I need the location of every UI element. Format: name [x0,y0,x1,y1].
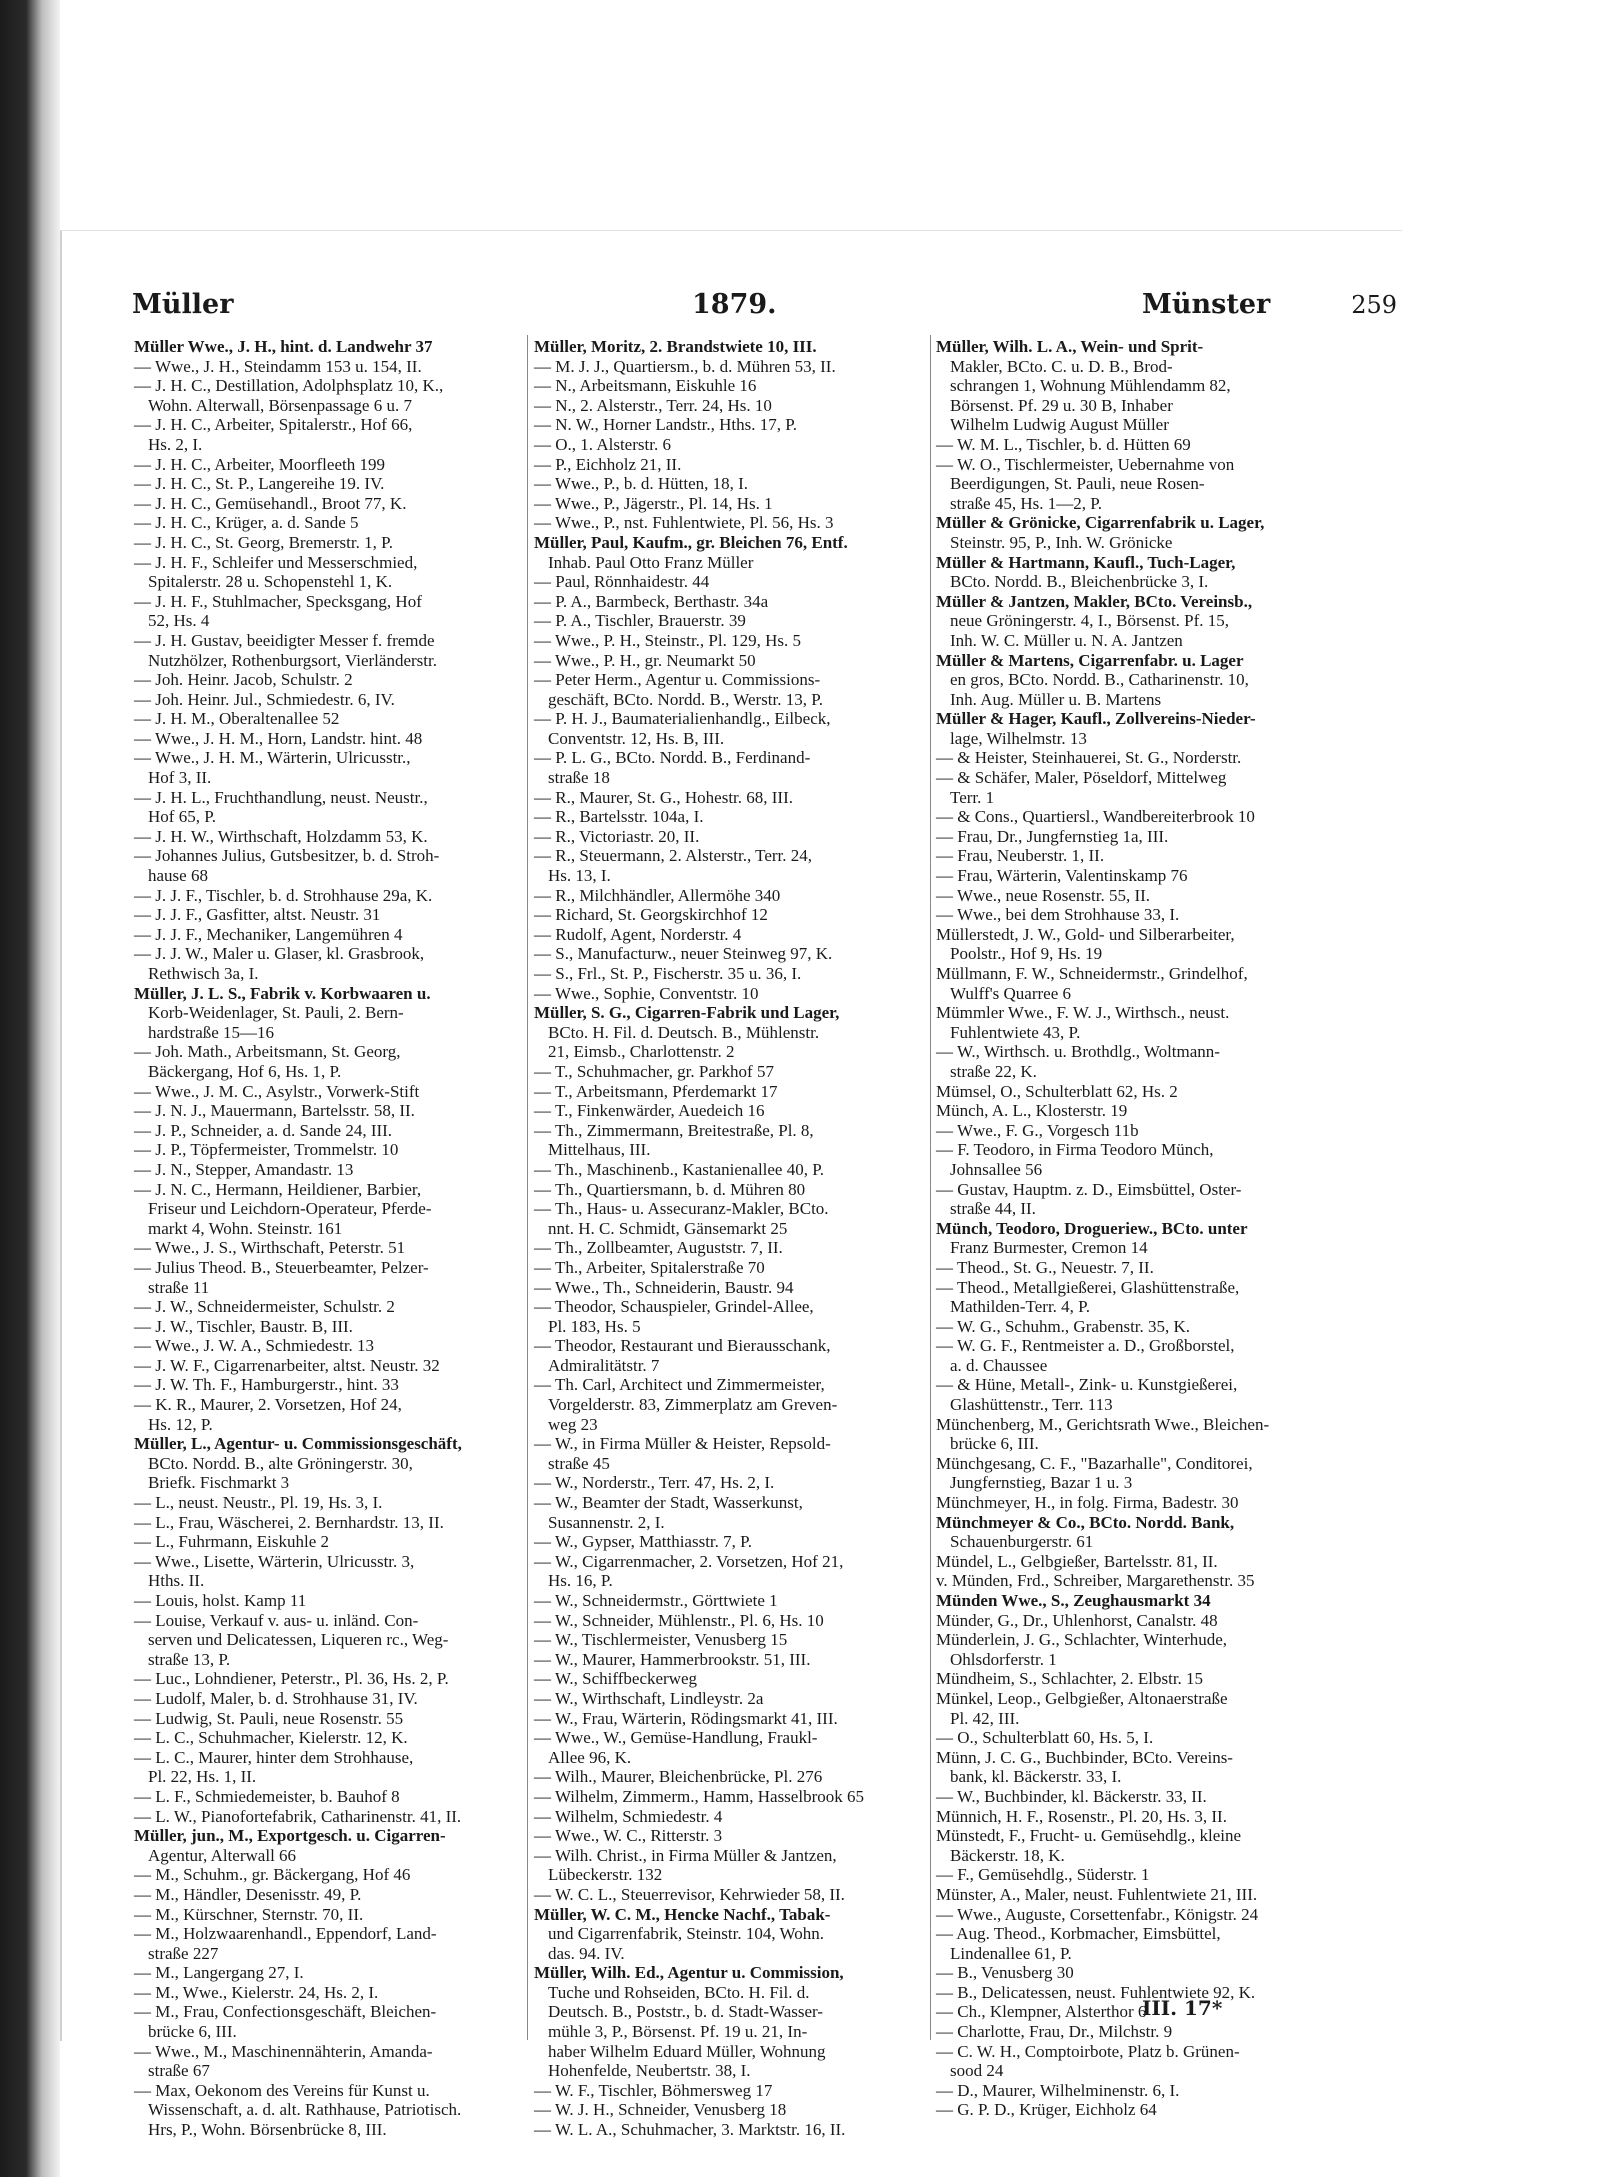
directory-entry: — Wwe., neue Rosenstr. 55, II. [936,885,1151,905]
directory-entry: Müller, S. G., Cigarren-Fabrik und Lager, [534,1003,840,1023]
directory-entry: — J. H. C., Krüger, a. d. Sande 5 [134,513,359,533]
directory-entry: Müller, J. L. S., Fabrik v. Korbwaaren u. [134,983,431,1003]
directory-entry: — J. H. C., Arbeiter, Spitalerstr., Hof 66, [134,415,413,435]
directory-entry: — R., Bartelsstr. 104a, I. [534,807,704,827]
entry-continuation: a. d. Chaussee [950,1355,1048,1375]
directory-entry: Müllmann, F. W., Schneidermstr., Grindelhof, [936,964,1248,983]
directory-entry: — Charlotte, Frau, Dr., Milchstr. 9 [936,2022,1173,2042]
directory-column-3 [936,337,1401,2120]
entry-continuation: Vorgelderstr. 83, Zimmerplatz am Greven- [548,1395,838,1415]
directory-entry: — K. R., Maurer, 2. Vorsetzen, Hof 24, [134,1395,402,1415]
directory-entry: — J. P., Töpfermeister, Trommelstr. 10 [134,1140,399,1160]
directory-entry: — N. W., Horner Landstr., Hths. 17, P. [534,415,798,435]
directory-entry: — Th., Maschinenb., Kastanienallee 40, P. [534,1159,825,1179]
directory-entry: — W., Tischlermeister, Venusberg 15 [534,1630,788,1650]
directory-entry: — J. H. F., Stuhlmacher, Specksgang, Hof [134,591,422,611]
directory-entry: — O., 1. Alsterstr. 6 [534,434,671,454]
directory-entry: — Wwe., J. H., Steindamm 153 u. 154, II. [134,356,422,376]
entry-continuation: mühle 3, P., Börsenst. Pf. 19 u. 21, In- [548,2022,808,2042]
directory-entry: — W. F., Tischler, Böhmersweg 17 [534,2080,773,2100]
entry-continuation: Steinstr. 95, P., Inh. W. Grönicke [950,532,1173,552]
directory-entry: — F., Gemüsehdlg., Süderstr. 1 [936,1865,1150,1885]
directory-entry: Mümmler Wwe., F. W. J., Wirthsch., neust. [936,1003,1230,1023]
directory-entry: — Wilh., Maurer, Bleichenbrücke, Pl. 276 [534,1767,823,1787]
directory-entry: — Wwe., J. H. M., Horn, Landstr. hint. 48 [134,728,423,748]
directory-entry: — Max, Oekonom des Vereins für Kunst u. [134,2080,430,2100]
directory-entry: Münster, A., Maler, neust. Fuhlentwiete 21, III. [936,1884,1258,1904]
directory-entry: Münderlein, J. G., Schlachter, Winterhude, [936,1630,1228,1650]
entry-continuation: Inh. W. C. Müller u. N. A. Jantzen [950,630,1183,650]
directory-entry: — M. J. J., Quartiersm., b. d. Mühren 53, II. [534,356,836,376]
entry-continuation: BCto. Nordd. B., alte Gröningerstr. 30, [148,1453,413,1473]
entry-continuation: Makler, BCto. C. u. D. B., Brod- [950,356,1173,376]
directory-entry: — F. Teodoro, in Firma Teodoro Münch, [936,1140,1214,1160]
directory-entry: — J. W., Tischler, Baustr. B, III. [134,1316,353,1336]
directory-entry: Müller, Wilh. Ed., Agentur u. Commission, [534,1963,844,1983]
directory-entry: — Wwe., W. C., Ritterstr. 3 [534,1826,723,1846]
directory-entry: — P., Eichholz 21, II. [534,454,682,474]
entry-continuation: en gros, BCto. Nordd. B., Catharinenstr. 10, [950,670,1249,690]
directory-entry: Münch, A. L., Klosterstr. 19 [936,1101,1128,1121]
directory-entry: — L. C., Maurer, hinter dem Strohhause, [134,1747,414,1767]
directory-entry: Müller & Hartmann, Kaufl., Tuch-Lager, [936,552,1236,572]
directory-entry: — J. H. F., Schleifer und Messerschmied, [134,552,418,572]
directory-entry: — R., Maurer, St. G., Hohestr. 68, III. [534,787,794,807]
entry-continuation: Mittelhaus, III. [548,1140,651,1160]
directory-entry: — L. W., Pianofortefabrik, Catharinenstr. 41, II. [134,1806,462,1826]
entry-continuation: straße 45 [548,1453,610,1473]
directory-entry: Müller, jun., M., Exportgesch. u. Cigarren- [134,1826,446,1846]
directory-entry: — Frau, Dr., Jungfernstieg 1a, III. [936,826,1169,846]
entry-continuation: Wohn. Alterwall, Börsenpassage 6 u. 7 [148,395,412,415]
header-right-catchword: Münster [1142,289,1271,320]
entry-continuation: bank, kl. Bäckerstr. 33, I. [950,1767,1122,1787]
entry-continuation: Pl. 183, Hs. 5 [548,1316,641,1336]
directory-entry: — Ch., Klempner, Alsterthor 6 [936,2002,1147,2022]
directory-entry: — W., Beamter der Stadt, Wasserkunst, [534,1493,803,1513]
directory-entry: — J. H. C., Gemüsehandl., Broot 77, K. [134,493,407,513]
directory-entry: — Ludwig, St. Pauli, neue Rosenstr. 55 [134,1708,404,1728]
directory-entry: — W., Maurer, Hammerbrookstr. 51, III. [534,1649,811,1669]
directory-entry: — Ludolf, Maler, b. d. Strohhause 31, IV. [134,1688,418,1708]
directory-entry: — L. C., Schuhmacher, Kielerstr. 12, K. [134,1728,408,1748]
directory-entry: — J. N., Stepper, Amandastr. 13 [134,1159,354,1179]
directory-entry: — B., Venusberg 30 [936,1963,1074,1983]
entry-continuation: Deutsch. B., Poststr., b. d. Stadt-Wasser- [548,2002,823,2022]
directory-entry: — W., in Firma Müller & Heister, Repsold- [534,1434,831,1454]
directory-entry: — Wwe., J. S., Wirthschaft, Peterstr. 51 [134,1238,406,1258]
entry-continuation: straße 22, K. [950,1061,1037,1081]
directory-entry: — Joh. Math., Arbeitsmann, St. Georg, [134,1042,401,1062]
directory-entry: — W. L. A., Schuhmacher, 3. Marktstr. 16, II. [534,2120,846,2140]
directory-entry: — Paul, Rönnhaidestr. 44 [534,572,710,592]
directory-entry: — Joh. Heinr. Jul., Schmiedestr. 6, IV. [134,689,395,709]
directory-entry: — Wwe., P., nst. Fuhlentwiete, Pl. 56, Hs. 3 [534,513,834,533]
entry-continuation: Korb-Weidenlager, St. Pauli, 2. Bern- [148,1003,404,1023]
entry-continuation: Pl. 42, III. [950,1708,1020,1728]
directory-entry: — Theod., St. G., Neuestr. 7, II. [936,1257,1154,1277]
directory-entry: — L., Fuhrmann, Eiskuhle 2 [134,1532,330,1552]
directory-entry: Münchmeyer & Co., BCto. Nordd. Bank, [936,1512,1235,1532]
directory-entry: — Th., Haus- u. Assecuranz-Makler, BCto. [534,1199,829,1219]
entry-continuation: BCto. Nordd. B., Bleichenbrücke 3, I. [950,572,1209,592]
directory-entry: Münden Wwe., S., Zeughausmarkt 34 [936,1591,1211,1610]
directory-entry: — & Heister, Steinhauerei, St. G., Norderstr. [936,748,1242,768]
entry-continuation: hause 68 [148,866,208,886]
entry-continuation: Schauenburgerstr. 61 [950,1532,1094,1552]
running-header [132,289,1397,329]
entry-continuation: Friseur und Leichdorn-Operateur, Pferde- [148,1199,432,1219]
directory-entry: — Wwe., P. H., gr. Neumarkt 50 [534,650,756,670]
directory-entry: — Theodor, Restaurant und Bierausschank, [534,1336,831,1356]
entry-continuation: Wissenschaft, a. d. alt. Rathhause, Patriotisch. [148,2100,462,2120]
directory-entry: Münchmeyer, H., in folg. Firma, Badestr. 30 [936,1493,1239,1513]
entry-continuation: Hs. 13, I. [548,866,611,886]
header-left-catchword: Müller [132,289,234,320]
entry-continuation: neue Gröningerstr. 4, I., Börsenst. Pf. 15, [950,611,1230,631]
directory-entry: Müller & Hager, Kaufl., Zollvereins-Nieder- [936,709,1256,729]
directory-entry: — W., Norderstr., Terr. 47, Hs. 2, I. [534,1473,775,1493]
directory-entry: — J. N. C., Hermann, Heildiener, Barbier, [134,1179,422,1199]
directory-entry: — Frau, Wärterin, Valentinskamp 76 [936,866,1188,886]
directory-entry: Münder, G., Dr., Uhlenhorst, Canalstr. 48 [936,1610,1218,1630]
directory-entry: Mümsel, O., Schulterblatt 62, Hs. 2 [936,1081,1178,1101]
directory-entry: — M., Händler, Desenisstr. 49, P. [134,1884,362,1904]
directory-entry: — Wilhelm, Zimmerm., Hamm, Hasselbrook 65 [534,1786,864,1806]
directory-entry: — J. N. J., Mauermann, Bartelsstr. 58, II. [134,1101,415,1121]
directory-entry: — P. A., Tischler, Brauerstr. 39 [534,611,746,631]
directory-entry: — W., Schiffbeckerweg [534,1669,698,1689]
directory-entry: — Frau, Neuberstr. 1, II. [936,846,1105,866]
directory-entry: — Wwe., Th., Schneiderin, Baustr. 94 [534,1277,794,1297]
directory-entry: — P. L. G., BCto. Nordd. B., Ferdinand- [534,748,811,768]
entry-continuation: Fuhlentwiete 43, P. [950,1022,1081,1042]
directory-entry: — Wwe., Auguste, Corsettenfabr., Königstr. 24 [936,1904,1259,1924]
entry-continuation: brücke 6, III. [950,1434,1039,1454]
directory-entry: — Wwe., J. H. M., Wärterin, Ulricusstr., [134,748,411,768]
entry-continuation: Börsenst. Pf. 29 u. 30 B, Inhaber [950,395,1173,415]
directory-entry: — R., Milchhändler, Allermöhe 340 [534,885,781,905]
entry-continuation: Rethwisch 3a, I. [148,964,259,983]
entry-continuation: und Cigarrenfabrik, Steinstr. 104, Wohn. [548,1924,824,1944]
directory-entry: — J. H. C., Destillation, Adolphsplatz 10, K., [134,376,444,396]
entry-continuation: Inhab. Paul Otto Franz Müller [548,552,754,572]
directory-entry: — Wwe., F. G., Vorgesch 11b [936,1120,1139,1140]
entry-continuation: brücke 6, III. [148,2022,237,2042]
entry-continuation: geschäft, BCto. Nordd. B., Werstr. 13, P. [548,689,824,709]
entry-continuation: Mathilden-Terr. 4, P. [950,1297,1090,1317]
directory-entry: Müller, Paul, Kaufm., gr. Bleichen 76, Entf. [534,532,848,552]
entry-continuation: 21, Eimsb., Charlottenstr. 2 [548,1042,735,1062]
directory-entry: — W., Wirthsch. u. Brothdlg., Woltmann- [936,1042,1220,1062]
directory-entry: — O., Schulterblatt 60, Hs. 5, I. [936,1728,1154,1748]
directory-entry: — L., Frau, Wäscherei, 2. Bernhardstr. 13, II. [134,1512,444,1532]
book-gutter-edge [0,0,60,2177]
directory-entry: — P. A., Barmbeck, Berthastr. 34a [534,591,769,611]
directory-entry: — W. M. L., Tischler, b. d. Hütten 69 [936,434,1191,454]
directory-entry: — M., Schuhm., gr. Bäckergang, Hof 46 [134,1865,411,1885]
entry-continuation: Beerdigungen, St. Pauli, neue Rosen- [950,474,1205,494]
directory-entry: — J. H. C., St. Georg, Bremerstr. 1, P. [134,532,393,552]
entry-continuation: nnt. H. C. Schmidt, Gänsemarkt 25 [548,1218,788,1238]
entry-continuation: Glashüttenstr., Terr. 113 [950,1395,1113,1415]
directory-entry: — N., 2. Alsterstr., Terr. 24, Hs. 10 [534,395,772,415]
entry-continuation: Hs. 2, I. [148,434,203,454]
directory-page [60,230,1402,2140]
directory-column-2 [534,337,949,2140]
directory-entry: — M., Holzwaarenhandl., Eppendorf, Land- [134,1924,437,1944]
directory-entry: — S., Frl., St. P., Fischerstr. 35 u. 36, I. [534,964,802,983]
entry-continuation: Franz Burmester, Cremon 14 [950,1238,1148,1258]
directory-entry: — J. P., Schneider, a. d. Sande 24, III. [134,1120,393,1140]
directory-entry: Münstedt, F., Frucht- u. Gemüsehdlg., kleine [936,1826,1242,1846]
directory-entry: — Wwe., J. M. C., Asylstr., Vorwerk-Stift [134,1081,420,1101]
entry-continuation: Hof 3, II. [148,768,212,788]
directory-entry: — Th. Carl, Architect und Zimmermeister, [534,1375,825,1395]
entry-continuation: Hs. 16, P. [548,1571,613,1591]
directory-entry: — B., Delicatessen, neust. Fuhlentwiete 92, K. [936,1982,1256,2002]
entry-continuation: Agentur, Alterwall 66 [148,1845,297,1865]
directory-entry: — R., Steuermann, 2. Alsterstr., Terr. 24, [534,846,813,866]
entry-continuation: Hof 65, P. [148,807,217,827]
directory-entry: v. Münden, Frd., Schreiber, Margarethenstr. 35 [936,1571,1255,1591]
directory-entry: Münchenberg, M., Gerichtsrath Wwe., Bleichen- [936,1414,1270,1434]
entry-continuation: schrangen 1, Wohnung Mühlendamm 82, [950,376,1231,396]
directory-entry: — & Schäfer, Maler, Pöseldorf, Mittelweg [936,768,1227,788]
directory-entry: — W. J. H., Schneider, Venusberg 18 [534,2100,787,2120]
entry-continuation: Nutzhölzer, Rothenburgsort, Vierländerstr. [148,650,437,670]
directory-entry: — L. F., Schmiedemeister, b. Bauhof 8 [134,1786,400,1806]
page-number: 259 [1351,291,1397,319]
entry-continuation: Briefk. Fischmarkt 3 [148,1473,290,1493]
directory-entry: Müller & Jantzen, Makler, BCto. Vereinsb., [936,591,1253,611]
entry-continuation: Wilhelm Ludwig August Müller [950,415,1169,435]
directory-entry: — W., Schneider, Mühlenstr., Pl. 6, Hs. 10 [534,1610,824,1630]
entry-continuation: straße 11 [148,1277,210,1297]
directory-entry: — Wwe., J. W. A., Schmiedestr. 13 [134,1336,375,1356]
directory-entry: — N., Arbeitsmann, Eiskuhle 16 [534,376,757,396]
directory-entry: — J. H. C., St. P., Langereihe 19. IV. [134,474,385,494]
entry-continuation: straße 44, II. [950,1199,1036,1219]
directory-entry: — Rudolf, Agent, Norderstr. 4 [534,924,742,944]
entry-continuation: haber Wilhelm Eduard Müller, Wohnung [548,2041,826,2061]
directory-entry: — J. H. W., Wirthschaft, Holzdamm 53, K. [134,826,428,846]
directory-entry: Müller, Moritz, 2. Brandstwiete 10, III. [534,337,817,356]
entry-continuation: Bäckergang, Hof 6, Hs. 1, P. [148,1061,342,1081]
directory-entry: — J. J. F., Mechaniker, Langemühren 4 [134,924,403,944]
entry-continuation: Lübeckerstr. 132 [548,1865,663,1885]
entry-continuation: Bäckerstr. 18, K. [950,1845,1065,1865]
directory-entry: — W., Wirthschaft, Lindleystr. 2a [534,1688,764,1708]
directory-entry: — M., Wwe., Kielerstr. 24, Hs. 2, I. [134,1982,379,2002]
directory-entry: Mündel, L., Gelbgießer, Bartelsstr. 81, II. [936,1551,1218,1571]
directory-entry: — J. H. Gustav, beeidigter Messer f. fremde [134,630,435,650]
directory-entry: — M., Frau, Confectionsgeschäft, Bleichen- [134,2002,437,2022]
entry-continuation: Johnsallee 56 [950,1159,1043,1179]
entry-continuation: lage, Wilhelmstr. 13 [950,728,1087,748]
entry-continuation: Jungfernstieg, Bazar 1 u. 3 [950,1473,1133,1493]
directory-entry: — Aug. Theod., Korbmacher, Eimsbüttel, [936,1924,1221,1944]
directory-entry: — Th., Quartiersmann, b. d. Mühren 80 [534,1179,806,1199]
directory-entry: — T., Schuhmacher, gr. Parkhof 57 [534,1061,774,1081]
directory-entry: — Theodor, Schauspieler, Grindel-Allee, [534,1297,814,1317]
directory-entry: Mündheim, S., Schlachter, 2. Elbstr. 15 [936,1669,1204,1689]
directory-entry: — J. W. F., Cigarrenarbeiter, altst. Neustr. 32 [134,1355,440,1375]
directory-entry: Müller, Wilh. L. A., Wein- und Sprit- [936,337,1204,356]
directory-entry: — Wwe., P. H., Steinstr., Pl. 129, Hs. 5 [534,630,801,650]
entry-continuation: Inh. Aug. Müller u. B. Martens [950,689,1162,709]
directory-entry: — Richard, St. Georgskirchhof 12 [534,905,768,925]
entry-continuation: hardstraße 15—16 [148,1022,275,1042]
directory-entry: — Johannes Julius, Gutsbesitzer, b. d. Stroh- [134,846,440,866]
directory-entry: — Wwe., Sophie, Conventstr. 10 [534,983,759,1003]
directory-entry: — J. H. L., Fruchthandlung, neust. Neustr., [134,787,428,807]
directory-entry: Münn, J. C. G., Buchbinder, BCto. Vereins- [936,1747,1233,1767]
directory-entry: — Th., Zollbeamter, Auguststr. 7, II. [534,1238,783,1258]
entry-continuation: Pl. 22, Hs. 1, II. [148,1767,257,1787]
directory-entry: — M., Kürschner, Sternstr. 70, II. [134,1904,364,1924]
directory-entry: Münnich, H. F., Rosenstr., Pl. 20, Hs. 3, II. [936,1806,1227,1826]
directory-entry: — Wwe., Lisette, Wärterin, Ulricusstr. 3, [134,1551,415,1571]
entry-continuation: Hths. II. [148,1571,205,1591]
entry-continuation: straße 45, Hs. 1—2, P. [950,493,1103,513]
directory-entry: — W. G. F., Rentmeister a. D., Großborstel, [936,1336,1235,1356]
directory-entry: — Louis, holst. Kamp 11 [134,1591,307,1610]
directory-entry: — Wwe., P., b. d. Hütten, 18, I. [534,474,749,494]
directory-entry: — Th., Zimmermann, Breitestraße, Pl. 8, [534,1120,814,1140]
entry-continuation: straße 67 [148,2061,210,2081]
entry-continuation: markt 4, Wohn. Steinstr. 161 [148,1218,343,1238]
directory-column-1 [134,337,534,2140]
directory-entry: — J. H. C., Arbeiter, Moorfleeth 199 [134,454,385,474]
entry-continuation: Terr. 1 [950,787,995,807]
directory-entry: — T., Arbeitsmann, Pferdemarkt 17 [534,1081,778,1101]
entry-continuation: straße 227 [148,1943,219,1963]
directory-entry: Müller Wwe., J. H., hint. d. Landwehr 37 [134,337,433,356]
directory-entry: — C. W. H., Comptoirbote, Platz b. Grünen- [936,2041,1240,2061]
entry-continuation: straße 18 [548,768,610,788]
directory-entry: — M., Langergang 27, I. [134,1963,304,1983]
directory-entry: — D., Maurer, Wilhelminenstr. 6, I. [936,2080,1180,2100]
entry-continuation: Spitalerstr. 28 u. Schopenstehl 1, K. [148,572,393,592]
entry-continuation: Hrs, P., Wohn. Börsenbrücke 8, III. [148,2120,387,2140]
entry-continuation: Wulff's Quarree 6 [950,983,1072,1003]
directory-entry: — Wilhelm, Schmiedestr. 4 [534,1806,723,1826]
entry-continuation: Hs. 12, P. [148,1414,213,1434]
directory-entry: Müller & Martens, Cigarrenfabr. u. Lager [936,650,1244,670]
directory-entry: — W. G., Schuhm., Grabenstr. 35, K. [936,1316,1191,1336]
directory-entry: — J. J. F., Tischler, b. d. Strohhause 29a, K. [134,885,433,905]
directory-entry: — W. O., Tischlermeister, Uebernahme von [936,454,1235,474]
entry-continuation: Hohenfelde, Neubertstr. 38, I. [548,2061,751,2081]
entry-continuation: straße 13, P. [148,1649,231,1669]
directory-entry: Münchgesang, C. F., "Bazarhalle", Conditorei, [936,1453,1253,1473]
entry-continuation: Susannenstr. 2, I. [548,1512,665,1532]
directory-entry: — Julius Theod. B., Steuerbeamter, Pelzer- [134,1257,429,1277]
directory-entry: — Wwe., W., Gemüse-Handlung, Fraukl- [534,1728,818,1748]
directory-entry: — J. W. Th. F., Hamburgerstr., hint. 33 [134,1375,399,1395]
entry-continuation: weg 23 [548,1414,598,1434]
directory-entry: Münkel, Leop., Gelbgießer, Altonaerstraße [936,1688,1228,1708]
entry-continuation: BCto. H. Fil. d. Deutsch. B., Mühlenstr. [548,1022,820,1042]
directory-entry: — Luc., Lohndiener, Peterstr., Pl. 36, Hs. 2, P. [134,1669,449,1689]
entry-continuation: Admiralitätstr. 7 [548,1355,660,1375]
directory-entry: — J. J. W., Maler u. Glaser, kl. Grasbrook, [134,944,425,964]
directory-entry: — Louise, Verkauf v. aus- u. inländ. Con- [134,1610,419,1630]
entry-continuation: Tuche und Rohseiden, BCto. H. Fil. d. [548,1982,810,2002]
directory-entry: — & Hüne, Metall-, Zink- u. Kunstgießerei, [936,1375,1238,1395]
directory-entry: — Wwe., P., Jägerstr., Pl. 14, Hs. 1 [534,493,773,513]
signature-mark: III. 17* [1142,1996,1223,2020]
entry-continuation: das. 94. IV. [548,1943,625,1963]
directory-entry: — Th., Arbeiter, Spitalerstraße 70 [534,1257,765,1277]
directory-entry: — W., Frau, Wärterin, Rödingsmarkt 41, III. [534,1708,838,1728]
entry-continuation: sood 24 [950,2061,1004,2081]
directory-entry: — Theod., Metallgießerei, Glashüttenstraße, [936,1277,1240,1297]
entry-continuation: Poolstr., Hof 9, Hs. 19 [950,944,1103,964]
directory-entry: — P. H. J., Baumaterialienhandlg., Eilbeck, [534,709,831,729]
directory-entry: — Joh. Heinr. Jacob, Schulstr. 2 [134,670,353,690]
directory-entry: Müller, L., Agentur- u. Commissionsgeschäft, [134,1434,462,1454]
directory-entry: — W., Schneidermstr., Görttwiete 1 [534,1591,778,1610]
directory-entry: — W., Buchbinder, kl. Bäckerstr. 33, II. [936,1786,1207,1806]
directory-entry: — & Cons., Quartiersl., Wandbereiterbrook 10 [936,807,1255,827]
directory-entry: — T., Finkenwärder, Auedeich 16 [534,1101,765,1121]
directory-entry: — G. P. D., Krüger, Eichholz 64 [936,2100,1157,2120]
directory-entry: — W., Gypser, Matthiasstr. 7, P. [534,1532,752,1552]
directory-entry: — Gustav, Hauptm. z. D., Eimsbüttel, Oster- [936,1179,1242,1199]
directory-entry: — J. W., Schneidermeister, Schulstr. 2 [134,1297,395,1317]
directory-entry: Müllerstedt, J. W., Gold- und Silberarbeiter, [936,924,1235,944]
entry-continuation: Ohlsdorferstr. 1 [950,1649,1057,1669]
directory-entry: — Peter Herm., Agentur u. Commissions- [534,670,821,690]
directory-entry: Müller, W. C. M., Hencke Nachf., Tabak- [534,1904,831,1924]
header-year: 1879. [692,289,777,320]
directory-entry: — J. J. F., Gasfitter, altst. Neustr. 31 [134,905,381,925]
directory-entry: — W., Cigarrenmacher, 2. Vorsetzen, Hof 21, [534,1551,844,1571]
directory-entry: — Wwe., bei dem Strohhause 33, I. [936,905,1180,925]
directory-entry: Münch, Teodoro, Drogueriew., BCto. unter [936,1218,1248,1238]
directory-entry: — J. H. M., Oberaltenallee 52 [134,709,340,729]
directory-entry: — S., Manufacturw., neuer Steinweg 97, K. [534,944,833,964]
entry-continuation: Conventstr. 12, Hs. B, III. [548,728,725,748]
directory-entry: — R., Victoriastr. 20, II. [534,826,700,846]
directory-entry: — Wilh. Christ., in Firma Müller & Jantzen, [534,1845,837,1865]
directory-entry: Müller & Grönicke, Cigarrenfabrik u. Lager, [936,513,1265,533]
entry-continuation: Lindenallee 61, P. [950,1943,1072,1963]
entry-continuation: 52, Hs. 4 [148,611,210,631]
directory-entry: — L., neust. Neustr., Pl. 19, Hs. 3, I. [134,1493,383,1513]
directory-entry: — W. C. L., Steuerrevisor, Kehrwieder 58, II. [534,1884,845,1904]
entry-continuation: serven und Delicatessen, Liqueren rc., Weg- [148,1630,449,1650]
directory-entry: — Wwe., M., Maschinennähterin, Amanda- [134,2041,433,2061]
entry-continuation: Allee 96, K. [548,1747,632,1767]
